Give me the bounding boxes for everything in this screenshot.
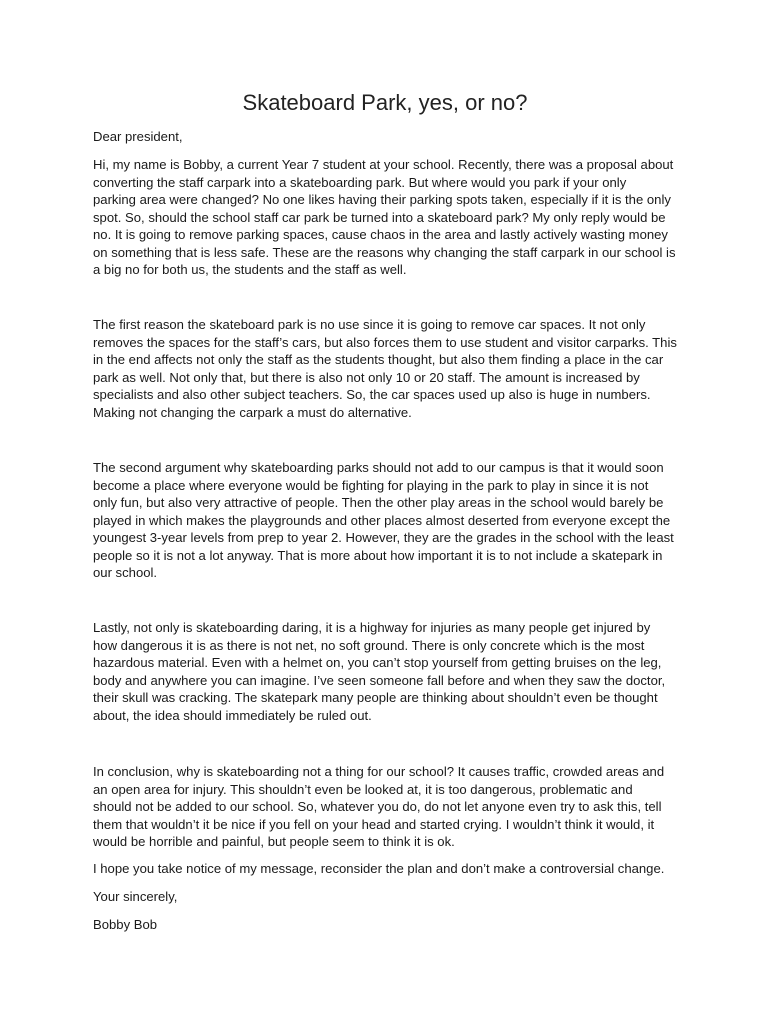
paragraph-line: only fun, but also very attractive of people. Then the other play areas in the school would barely be xyxy=(93,495,664,510)
paragraph-line: a big no for both us, the students and the staff as well. xyxy=(93,262,407,277)
paragraph-first-reason xyxy=(93,316,677,421)
paragraph-line: Making not changing the carpark a must do alternative. xyxy=(93,404,412,420)
paragraph-line: in the end affects not only the staff as the students thought, but also them finding a place in the car xyxy=(93,352,664,367)
paragraph-conclusion xyxy=(93,763,677,851)
paragraph-line: played in which makes the playgrounds and other places almost deserted from everyone except the xyxy=(93,512,671,528)
paragraph-line: no. It is going to remove parking spaces, cause chaos in the area and lastly actively wasting money xyxy=(93,227,668,242)
paragraph-line: become a place where everyone would be fighting for playing in the park to play in since it is not xyxy=(93,477,649,493)
paragraph-line: The second argument why skateboarding parks should not add to our campus is that it would soon xyxy=(93,460,664,475)
paragraph-line: about, the idea should immediately be ruled out. xyxy=(93,707,372,723)
signature-name: Bobby Bob xyxy=(93,917,158,932)
paragraph-line: should not be added to our school. So, whatever you do, do not let anyone even try to ask this, tell xyxy=(93,799,662,814)
paragraph-line: Lastly, not only is skateboarding daring, it is a highway for injuries as many people get injured by xyxy=(93,620,651,635)
paragraph-second-argument xyxy=(93,459,677,582)
salutation: Dear president, xyxy=(93,129,183,144)
paragraph-line: on something that is less safe. These are the reasons why changing the staff carpark in our school is xyxy=(93,244,676,260)
paragraph-third-reason xyxy=(93,619,677,724)
paragraph-line: parking area were changed? No one likes having their parking spots taken, especially if it is the only xyxy=(93,192,671,207)
paragraph-line: specialists and also other subject teachers. So, the car spaces used up also is huge in numbers. xyxy=(93,387,651,402)
paragraph-line: converting the staff carpark into a skateboarding park. But where would you park if your only xyxy=(93,174,627,190)
paragraph-line: Hi, my name is Bobby, a current Year 7 student at your school. Recently, there was a proposal about xyxy=(93,157,674,172)
paragraph-line: how dangerous it is as there is not net, no soft ground. There is only concrete which is the most xyxy=(93,637,645,653)
paragraph-line: them that wouldn’t it be nice if you fell on your head and started crying. I wouldn’t think it would, it xyxy=(93,816,655,832)
paragraph-line: spot. So, should the school staff car park be turned into a skateboard park? My only reply would be xyxy=(93,209,666,225)
paragraph-line: their skull was cracking. The skatepark many people are thinking about shouldn’t even be thought xyxy=(93,690,658,705)
closing-line: I hope you take notice of my message, reconsider the plan and don’t make a controversial change. xyxy=(93,861,665,876)
paragraph-line: hazardous material. Even with a helmet on, you can’t stop yourself from getting bruises on the leg, xyxy=(93,655,662,670)
paragraph-line: park as well. Not only that, but there is also not only 10 or 20 staff. The amount is increased by xyxy=(93,369,640,385)
paragraph-line: youngest 3-year levels from prep to year 2. However, they are the grades in the school with the least xyxy=(93,530,674,545)
paragraph-line: The first reason the skateboard park is no use since it is going to remove car spaces. It not only xyxy=(93,317,646,332)
paragraph-line: would be horrible and painful, but people seem to think it is ok. xyxy=(93,834,455,849)
paragraph-introduction xyxy=(93,156,677,279)
paragraph-line: In conclusion, why is skateboarding not a thing for our school? It causes traffic, crowded areas and xyxy=(93,764,665,779)
letter-title: Skateboard Park, yes, or no? xyxy=(242,90,528,115)
sign-off: Your sincerely, xyxy=(93,889,178,904)
paragraph-line: body and anywhere you can imagine. I’ve seen someone fall before and when they saw the doctor, xyxy=(93,672,666,688)
paragraph-line: an open area for injury. This shouldn’t even be looked at, it is too dangerous, problematic and xyxy=(93,781,633,797)
paragraph-line: people so it is not a lot anyway. That is more about how important it is to not include a skatepark in xyxy=(93,547,663,563)
paragraph-line: removes the spaces for the staff’s cars, but also forces them to use student and visitor carparks. This xyxy=(93,334,677,350)
paragraph-line: our school. xyxy=(93,565,158,580)
